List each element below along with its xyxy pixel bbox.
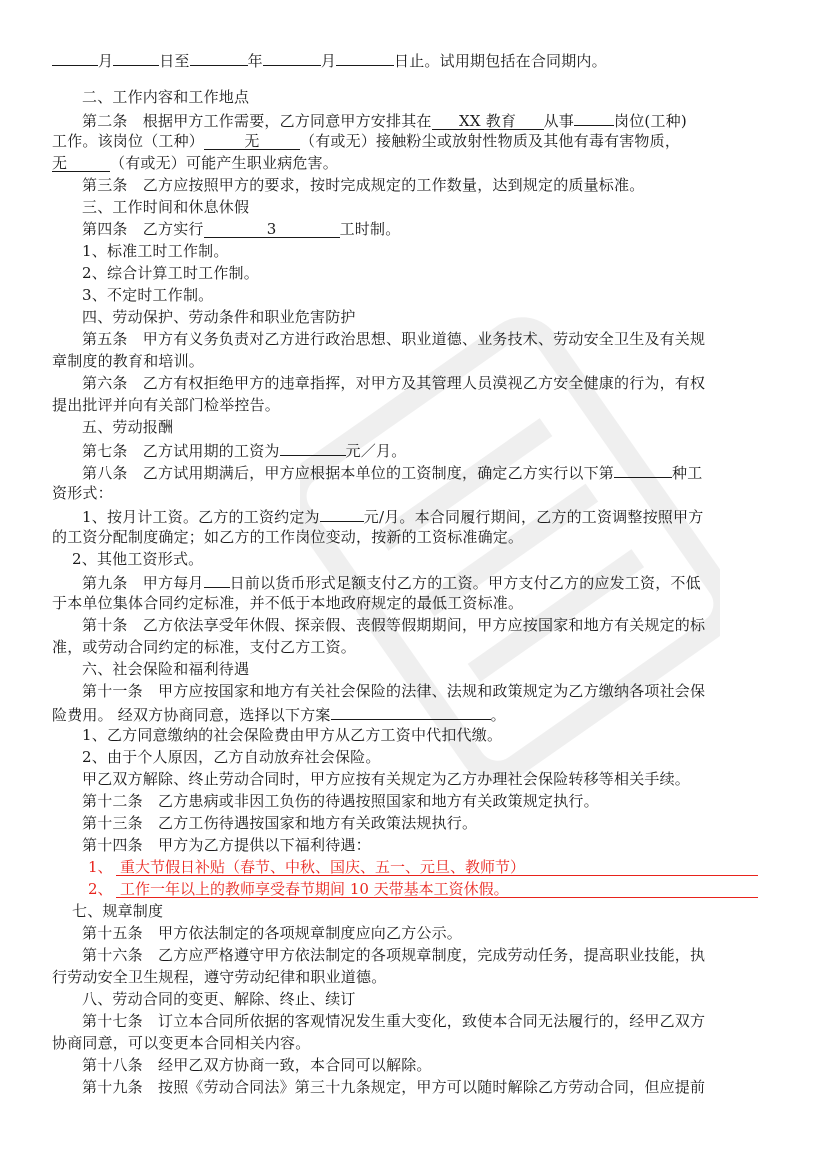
article-18: 第十八条 经甲乙双方协商一致，本合同可以解除。 <box>82 1056 432 1074</box>
filled-field[interactable]: 无 <box>52 154 110 172</box>
article-14: 第十四条 甲方为乙方提供以下福利待遇： <box>82 836 371 854</box>
contract-term-line: 月 日至 年 月 日止。试用期包括在合同期内。 <box>52 48 778 70</box>
article-17: 第十七条 订立本合同所依据的客观情况发生重大变化，致使本合同无法履行的，经甲乙双方 <box>82 1012 706 1030</box>
blank-field[interactable] <box>280 438 346 456</box>
article-10: 第十条 乙方依法享受年休假、探亲假、丧假等假期期间，甲方应按国家和地方有关规定的标 <box>82 616 706 634</box>
blank-field[interactable] <box>204 570 230 588</box>
blank-field[interactable] <box>52 48 98 66</box>
section-heading: 三、工作时间和休息休假 <box>82 198 250 216</box>
article-5: 第五条 甲方有义务负责对乙方进行政治思想、职业道德、业务技术、劳动安全卫生及有关规 <box>82 330 706 348</box>
section-heading: 七、规章制度 <box>72 902 164 920</box>
blank-field[interactable] <box>113 48 159 66</box>
red-underline <box>116 875 758 876</box>
blank-field[interactable] <box>190 48 248 66</box>
article-11: 第十一条 甲方应按国家和地方有关社会保险的法律、法规和政策规定为乙方缴纳各项社会保 <box>82 682 706 700</box>
list-item: 2、综合计算工时工作制。 <box>82 264 259 282</box>
article-16: 第十六条 乙方应严格遵守甲方依法制定的各项规章制度，完成劳动任务，提高职业技能，执 <box>82 946 706 964</box>
blank-field[interactable] <box>614 460 672 478</box>
article-12: 第十二条 乙方患病或非因工负伤的待遇按照国家和地方有关政策规定执行。 <box>82 792 599 810</box>
section-heading: 二、工作内容和工作地点 <box>82 88 250 106</box>
blank-field[interactable] <box>336 48 394 66</box>
list-item: 1、标准工时工作制。 <box>82 242 229 260</box>
article-4: 第四条 乙方实行 3 工时制。 <box>82 220 401 238</box>
red-underline <box>116 897 758 898</box>
blank-field[interactable] <box>320 504 364 522</box>
article-3: 第三条 乙方应按照甲方的要求，按时完成规定的工作数量，达到规定的质量标准。 <box>82 176 645 194</box>
article-15: 第十五条 甲方依法制定的各项规章制度应向乙方公示。 <box>82 924 463 942</box>
filled-field[interactable]: XX 教育 <box>432 112 544 130</box>
filled-field[interactable]: 无 <box>204 132 300 150</box>
section-heading: 六、社会保险和福利待遇 <box>82 660 250 678</box>
section-heading: 四、劳动保护、劳动条件和职业危害防护 <box>82 308 356 326</box>
benefit-item-1: 1、 重大节假日补贴（春节、中秋、国庆、五一、元旦、教师节） <box>52 856 778 878</box>
article-8: 第八条 乙方试用期满后，甲方应根据本单位的工资制度，确定乙方实行以下第 种工 <box>52 460 778 482</box>
blank-field[interactable] <box>331 702 491 720</box>
article-6: 第六条 乙方有权拒绝甲方的违章指挥，对甲方及其管理人员漠视乙方安全健康的行为，有权 <box>82 374 706 392</box>
blank-field[interactable] <box>574 108 614 126</box>
article-19: 第十九条 按照《劳动合同法》第三十九条规定，甲方可以随时解除乙方劳动合同，但应提前 <box>82 1078 706 1096</box>
article-2: 第二条 根据甲方工作需要，乙方同意甲方安排其在 XX 教育 从事 岗位(工种) <box>52 108 778 130</box>
list-item: 3、不定时工作制。 <box>82 286 214 304</box>
list-item: 2、由于个人原因，乙方自动放弃社会保险。 <box>82 748 381 766</box>
list-item: 2、其他工资形式。 <box>72 550 204 568</box>
filled-field[interactable]: 3 <box>204 220 340 238</box>
benefit-item-2: 2、 工作一年以上的教师享受春节期间 10 天带基本工资休假。 <box>52 878 778 900</box>
article-13: 第十三条 乙方工伤待遇按国家和地方有关政策法规执行。 <box>82 814 478 832</box>
document-page: 月 日至 年 月 日止。试用期包括在合同期内。 二、工作内容和工作地点 第二条 根据甲方工作需要，乙方同意甲方安排其在 XX 教育 从事 岗位(工种) 工作。该岗位（工种） 无 （有或无）接触粉尘或放射性物质及其他有毒有害物质， 无 （有或无）可能产生职业病危害。 第三条 乙方应按照甲方的要求，按时完成规定的工作数量，达到规定的质量标准。 三、工作时间和休息休假 第四条 乙方实行 3 工时制。 1、标准工时工作制。 2、综合计算工时工作制。 3、不定时工作制。 四、劳动保护、劳动条件和职业危害防护 第五条 甲方有义务负责对乙方进行政治思想、职业道德、业务技术、劳动安全卫生及有关规 章制度的教育和培训。 第六条 乙方有权拒绝甲方的违章指挥，对甲方及其管理人员漠视乙方安全健康的行为，有权 提出批评并向有关部门检举控告。 五、劳动报酬 第七条 乙方试用期的工资为 元／月。 第八条 乙方试用期满后，甲方应根据本单位的工资制度，确定乙方实行以下第 种工 资形式： 1、按月计工资。乙方的工资约定为 元/月。本合同履行期间，乙方的工资调整按照甲方 的工资分配制度确定；如乙方的工作岗位变动，按新的工资标准确定。 2、其他工资形式。 第九条 甲方每月 日前以货币形式足额支付乙方的工资。甲方支付乙方的应发工资，不低 于本单位集体合同约定标准，并不低于本地政府规定的最低工资标准。 第十条 乙方依法享受年休假、探亲假、丧假等假期期间，甲方应按国家和地方有关规定的标 准，或劳动合同约定的标准，支付乙方工资。 六、社会保险和福利待遇 第十一条 甲方应按国家和地方有关社会保险的法律、法规和政策规定为乙方缴纳各项社会保 险费用。 经双方协商同意，选择以下方案 。 1、乙方同意缴纳的社会保险费由甲方从乙方工资中代扣代缴。 2、由于个人原因，乙方自动放弃社会保险。 甲乙双方解除、终止劳动合同时，甲方应按有关规定为乙方办理社会保险转移等相关手续。 第十二条 乙方患病或非因工负伤的待遇按照国家和地方有关政策规定执行。 第十三条 乙方工伤待遇按国家和地方有关政策法规执行。 第十四条 甲方为乙方提供以下福利待遇： 1、 重大节假日补贴（春节、中秋、国庆、五一、元旦、教师节） 2、 工作一年以上的教师享受春节期间 10 天带基本工资休假。 七、规章制度 第十五条 甲方依法制定的各项规章制度应向乙方公示。 第十六条 乙方应严格遵守甲方依法制定的各项规章制度，完成劳动任务，提高职业技能，执 行劳动安全卫生规程，遵守劳动纪律和职业道德。 八、劳动合同的变更、解除、终止、续订 第十七条 订立本合同所依据的客观情况发生重大变化，致使本合同无法履行的，经甲乙双方 协商同意，可以变更本合同相关内容。 第十八条 经甲乙双方协商一致，本合同可以解除。 第十九条 按照《劳动合同法》第三十九条规定，甲方可以随时解除乙方劳动合同，但应提前 <box>52 48 778 1098</box>
section-heading: 八、劳动合同的变更、解除、终止、续订 <box>82 990 356 1008</box>
article-7: 第七条 乙方试用期的工资为 元／月。 <box>52 438 778 460</box>
list-item: 1、乙方同意缴纳的社会保险费由甲方从乙方工资中代扣代缴。 <box>82 726 503 744</box>
article-9: 第九条 甲方每月 日前以货币形式足额支付乙方的工资。甲方支付乙方的应发工资，不低 <box>52 570 778 592</box>
blank-field[interactable] <box>263 48 321 66</box>
section-heading: 五、劳动报酬 <box>82 418 174 436</box>
